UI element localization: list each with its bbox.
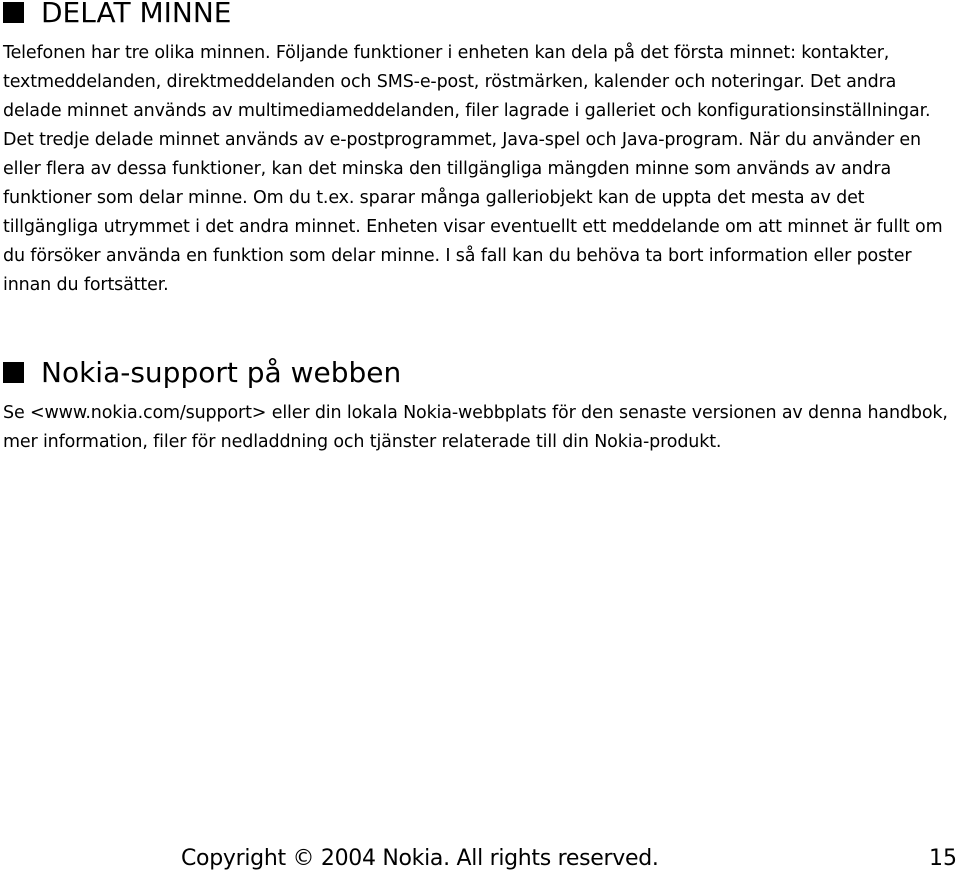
- section-title: DELAT MINNE: [41, 0, 232, 29]
- section-heading: [3, 352, 953, 392]
- section-title: Nokia-support på webben: [41, 355, 402, 389]
- square-bullet-icon: [3, 362, 24, 383]
- section-heading: [3, 0, 953, 32]
- copyright-notice: Copyright © 2004 Nokia. All rights reserved.: [181, 846, 659, 871]
- section-delat-minne: [3, 0, 953, 300]
- page-footer: [0, 846, 960, 879]
- section-paragraph: Telefonen har tre olika minnen. Följande funktioner i enheten kan dela på det första minnet: kontakter, textmeddelanden, direktmeddelanden och SMS-e-post, röstmärken, kalender och noteringar. Det andra delade minnet används av multimediameddelanden, filer lagrade i galleriet och konfigurationsinställningar. Det tredje delade minnet används av e-postprogrammet, Java-spel och Java-program. När du använder en eller flera av dessa funktioner, kan det minska den tillgängliga mängden minne som används av andra funktioner som delar minne. Om du t.ex. sparar många galleriobjekt kan de uppta det mesta av det tillgängliga utrymmet i det andra minnet. Enheten visar eventuellt ett meddelande om att minnet är fullt om du försöker använda en funktion som delar minne. I så fall kan du behöva ta bort information eller poster innan du fortsätter.: [3, 43, 943, 295]
- page-number: 15: [929, 846, 957, 871]
- square-bullet-icon: [3, 2, 24, 23]
- section-paragraph: Se <www.nokia.com/support> eller din lokala Nokia-webbplats för den senaste versionen av denna handbok, mer information, filer för nedladdning och tjänster relaterade till din Nokia-produkt.: [3, 403, 948, 452]
- section-nokia-support: [3, 352, 953, 457]
